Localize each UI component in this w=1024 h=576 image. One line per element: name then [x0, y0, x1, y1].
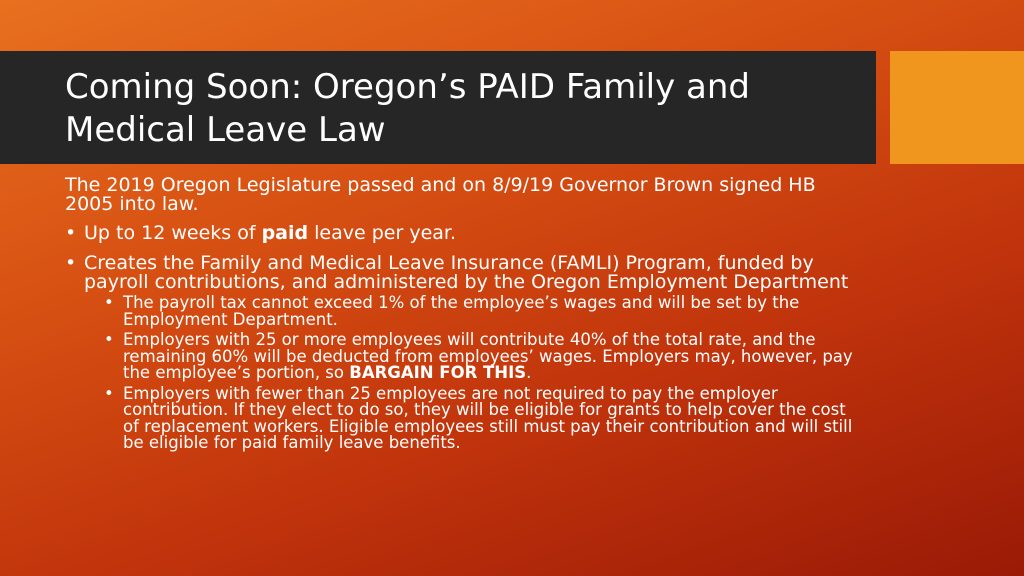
sub-bullet-small-employers-text: Employers with fewer than 25 employees are not required to pay the employer contribution. If they elect to do so, they will be eligible for grants to help cover the cost of replacement workers. Eligible employees still must pay their contribution and will still be eligible for paid family leave benefits.: [123, 383, 853, 452]
sub-bullet-payroll-tax-text: The payroll tax cannot exceed 1% of the employee’s wages and will be set by the Employment Department.: [123, 293, 800, 329]
slide-body: [65, 176, 865, 463]
bullet-famli-text: Creates the Family and Medical Leave Insurance (FAMLI) Program, funded by payroll contributions, and administered by the Oregon Employment Department: [84, 252, 849, 293]
sub-bullet-large-employers-bold: BARGAIN FOR THIS: [349, 363, 527, 382]
bullet-list: [65, 224, 865, 452]
slide-title: [65, 66, 855, 152]
bullet-dot-icon: •: [65, 252, 77, 274]
bullet-paid-leave: [65, 224, 865, 243]
title-line-2: Medical Leave Law: [65, 110, 386, 150]
sub-bullet-large-employers-before: Employers with 25 or more employees will contribute 40% of the total rate, and the remaining 60% will be deducted from employees’ wages. Employers may, however, pay the employee’s portion, so: [123, 330, 853, 382]
sub-bullet-large-employers-after: .: [526, 363, 532, 382]
bullet-dot-icon: •: [104, 383, 114, 403]
title-line-1: Coming Soon: Oregon’s PAID Family and: [65, 67, 750, 107]
sub-bullet-large-employers: [84, 332, 865, 382]
accent-square: [890, 51, 1024, 164]
bullet-dot-icon: •: [65, 222, 77, 244]
bullet-dot-icon: •: [104, 293, 114, 312]
sub-bullet-payroll-tax: [84, 295, 865, 328]
bullet-dot-icon: •: [104, 330, 114, 349]
bullet-paid-leave-after: leave per year.: [308, 222, 457, 244]
sub-bullet-list: [84, 295, 865, 452]
intro-text: The 2019 Oregon Legislature passed and on 8/9/19 Governor Brown signed HB 2005 into law.: [65, 174, 816, 215]
bullet-paid-leave-bold: paid: [261, 222, 309, 244]
bullet-famli-program: [65, 254, 865, 452]
bullet-paid-leave-before: Up to 12 weeks of: [84, 222, 262, 244]
sub-bullet-small-employers: [84, 383, 865, 452]
